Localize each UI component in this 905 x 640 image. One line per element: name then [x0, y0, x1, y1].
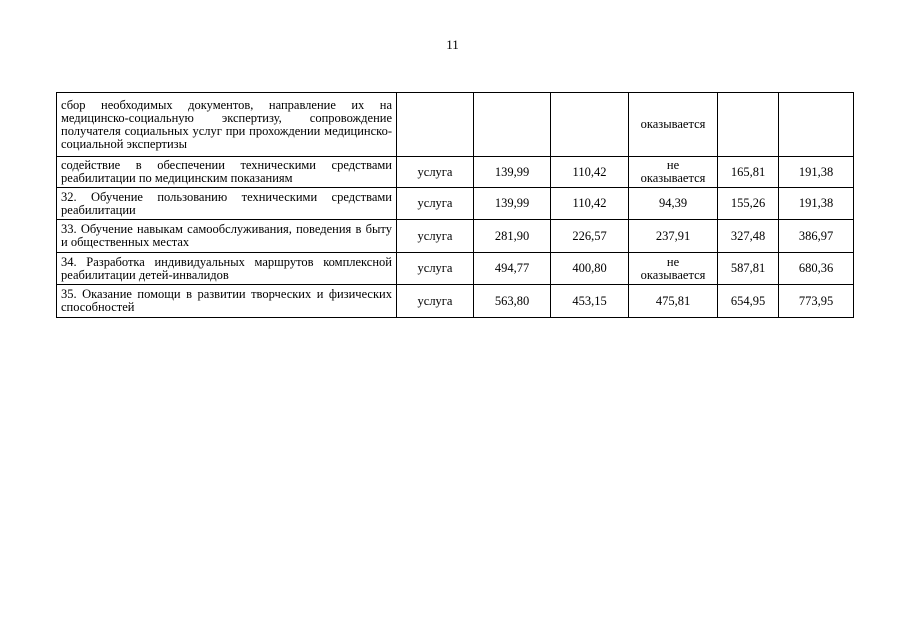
value-cell: 139,99: [474, 188, 551, 220]
table-row: [57, 93, 854, 157]
value-cell: 563,80: [474, 285, 551, 318]
table-row: [57, 220, 854, 253]
value-cell: 654,95: [718, 285, 779, 318]
value-cell: 155,26: [718, 188, 779, 220]
table-row: [57, 285, 854, 318]
tariff-table: [56, 92, 854, 318]
value-cell: не оказывается: [629, 253, 718, 285]
service-name-cell: содействие в обеспечении техническими средствами реабилитации по медицинским показаниям: [57, 157, 397, 188]
value-cell: 386,97: [779, 220, 854, 253]
value-cell: 110,42: [551, 188, 629, 220]
value-cell: 281,90: [474, 220, 551, 253]
value-cell: 494,77: [474, 253, 551, 285]
service-name-cell: 32. Обучение пользованию техническими средствами реабилитации: [57, 188, 397, 220]
value-cell: 327,48: [718, 220, 779, 253]
unit-cell: услуга: [397, 188, 474, 220]
unit-cell: услуга: [397, 220, 474, 253]
value-cell: 680,36: [779, 253, 854, 285]
service-name-cell: 34. Разработка индивидуальных маршрутов комплексной реабилитации детей-инвалидов: [57, 253, 397, 285]
unit-cell: [397, 93, 474, 157]
value-cell: 191,38: [779, 188, 854, 220]
value-cell: 237,91: [629, 220, 718, 253]
value-cell: 400,80: [551, 253, 629, 285]
value-cell: 587,81: [718, 253, 779, 285]
value-cell: не оказывается: [629, 157, 718, 188]
table-row: [57, 188, 854, 220]
value-cell: 94,39: [629, 188, 718, 220]
service-name-cell: сбор необходимых документов, направление их на медицинско-социальную экспертизу, сопровождение получателя социальных услуг при прохождении медицинско-социальной экспертизы: [57, 93, 397, 157]
value-cell: 191,38: [779, 157, 854, 188]
value-cell: [779, 93, 854, 157]
value-cell: оказывается: [629, 93, 718, 157]
value-cell: [551, 93, 629, 157]
value-cell: 226,57: [551, 220, 629, 253]
value-cell: 773,95: [779, 285, 854, 318]
unit-cell: услуга: [397, 253, 474, 285]
value-cell: 453,15: [551, 285, 629, 318]
page-number: 11: [446, 37, 459, 52]
unit-cell: услуга: [397, 285, 474, 318]
value-cell: [718, 93, 779, 157]
value-cell: 475,81: [629, 285, 718, 318]
service-name-cell: 33. Обучение навыкам самообслуживания, поведения в быту и общественных местах: [57, 220, 397, 253]
table-row: [57, 253, 854, 285]
table-row: [57, 157, 854, 188]
service-name-cell: 35. Оказание помощи в развитии творческих и физических способностей: [57, 285, 397, 318]
value-cell: 139,99: [474, 157, 551, 188]
unit-cell: услуга: [397, 157, 474, 188]
value-cell: 165,81: [718, 157, 779, 188]
value-cell: 110,42: [551, 157, 629, 188]
value-cell: [474, 93, 551, 157]
